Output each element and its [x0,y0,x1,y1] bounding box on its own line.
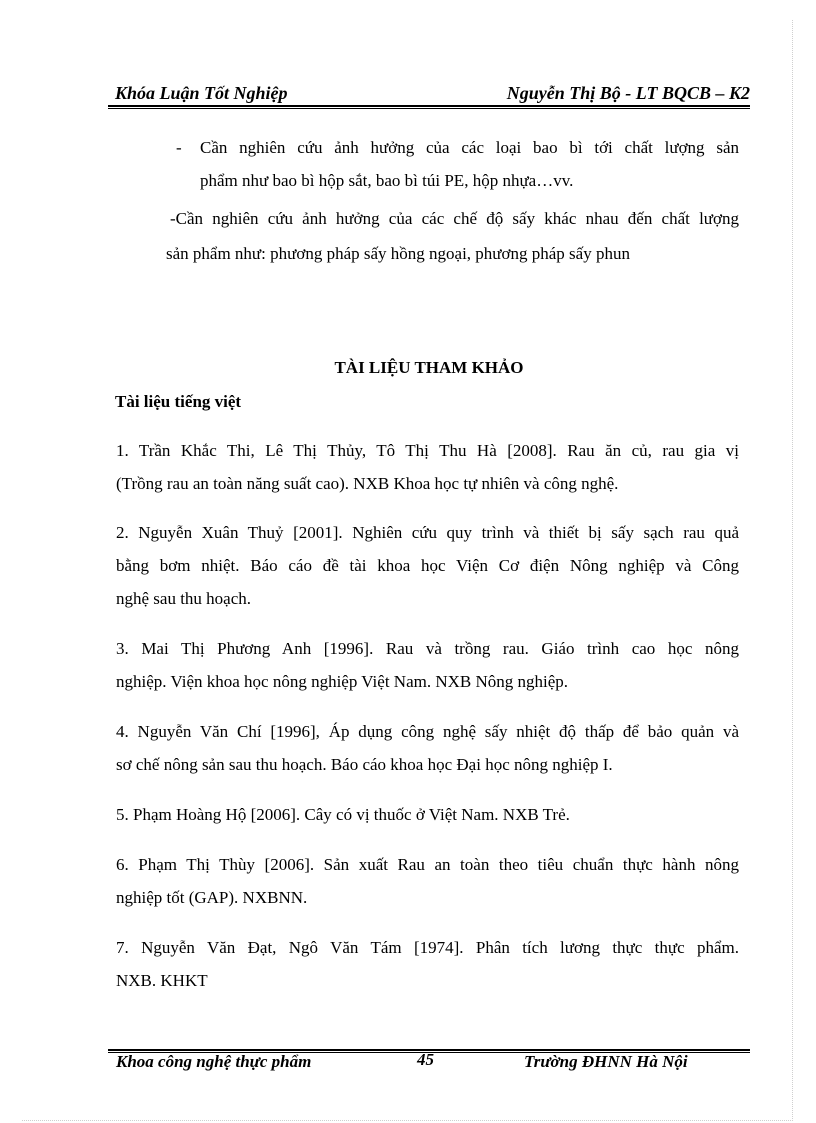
reference-line: 2. Nguyễn Xuân Thuỷ [2001]. Nghiên cứu quy trình và thiết bị sấy sạch rau quả [116,523,739,542]
reference-line: 3. Mai Thị Phương Anh [1996]. Rau và trồng rau. Giáo trình cao học nông [116,639,739,658]
bullet-2-line-2: sản phẩm như: phương pháp sấy hồng ngoại, phương pháp sấy phun [166,244,630,263]
reference-item-5 [116,798,739,831]
header-author: Nguyễn Thị Bộ - LT BQCB – K2 [506,83,750,103]
page-number: 45 [417,1050,434,1069]
reference-line: nghiệp tốt (GAP). NXBNN. [116,888,308,907]
reference-item-6 [116,848,739,914]
reference-item-2 [116,516,739,615]
reference-item-7 [116,931,739,997]
bullet-1-line-2: phẩm như bao bì hộp sắt, bao bì túi PE, hộp nhựa…vv. [200,171,574,190]
reference-line: sơ chế nông sản sau thu hoạch. Báo cáo khoa học Đại học nông nghiệp I. [116,755,613,774]
bullet-1-line-1: Cần nghiên cứu ảnh hưởng của các loại bao bì tới chất lượng sản [200,138,739,157]
page-footer [108,1052,750,1076]
reference-line: nghệ sau thu hoạch. [116,589,252,608]
reference-line: 4. Nguyễn Văn Chí [1996], Áp dụng công nghệ sấy nhiệt độ thấp để bảo quản và [116,722,739,741]
header-rule [108,105,750,109]
reference-line: 5. Phạm Hoàng Hộ [2006]. Cây có vị thuốc ở Việt Nam. NXB Trẻ. [116,805,570,824]
references-title: TÀI LIỆU THAM KHẢO [334,358,524,377]
bullet-2-line-1: -Cần nghiên cứu ảnh hưởng của các chế độ sấy khác nhau đến chất lượng [170,209,739,228]
reference-line: 7. Nguyễn Văn Đạt, Ngô Văn Tám [1974]. Phân tích lương thực thực phẩm. [116,938,739,957]
reference-item-3 [116,632,739,698]
footer-faculty: Khoa công nghệ thực phẩm [116,1052,312,1071]
reference-line: 1. Trần Khắc Thi, Lê Thị Thủy, Tô Thị Thu Hà [2008]. Rau ăn củ, rau gia vị [116,441,739,460]
bullet-dash: - [176,138,182,157]
page-header [108,83,750,105]
header-left-title: Khóa Luận Tốt Nghiệp [115,83,288,103]
reference-line: NXB. KHKT [116,971,208,990]
reference-line: nghiệp. Viện khoa học nông nghiệp Việt Nam. NXB Nông nghiệp. [116,672,569,691]
reference-line: bằng bơm nhiệt. Báo cáo đề tài khoa học Viện Cơ điện Nông nghiệp và Công [116,556,739,575]
reference-line: 6. Phạm Thị Thùy [2006]. Sản xuất Rau an toàn theo tiêu chuẩn thực hành nông [116,855,739,874]
reference-line: (Trồng rau an toàn năng suất cao). NXB Khoa học tự nhiên và công nghệ. [116,474,619,493]
reference-item-1 [116,434,739,500]
footer-university: Trường ĐHNN Hà Nội [524,1052,688,1071]
reference-item-4 [116,715,739,781]
references-subtitle: Tài liệu tiếng việt [115,392,242,411]
